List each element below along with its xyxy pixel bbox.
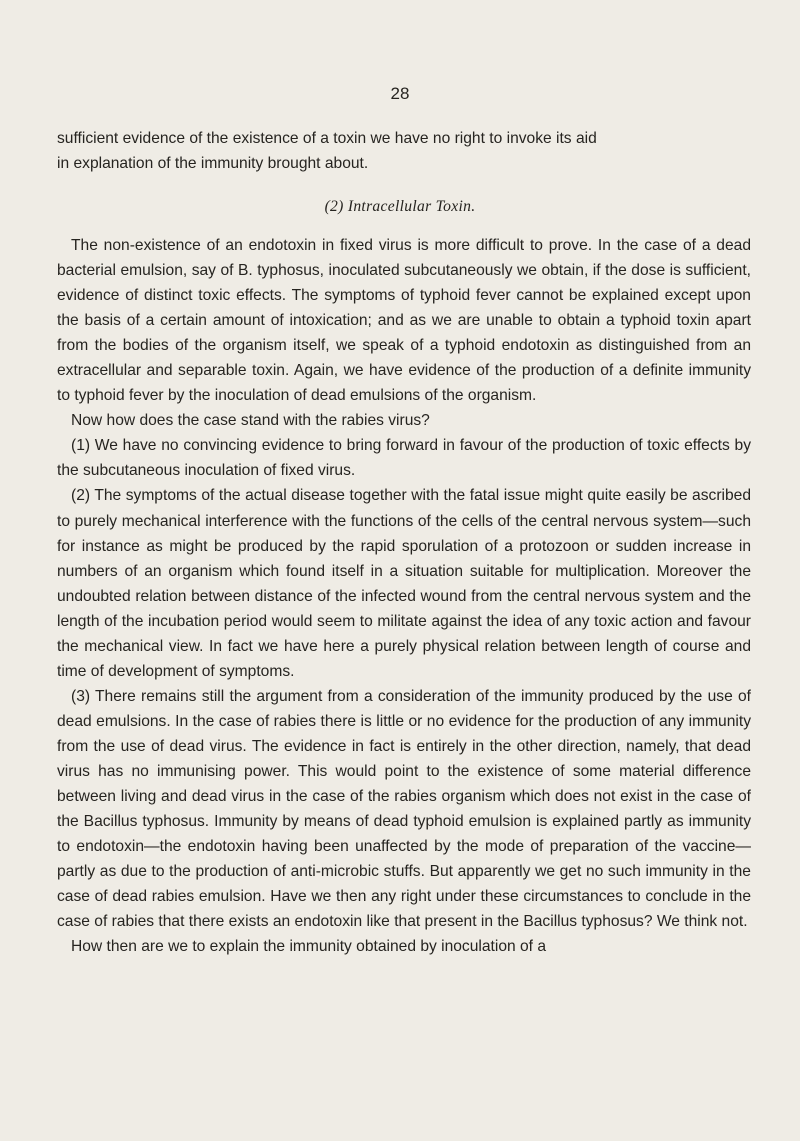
paragraph-point-2: (2) The symptoms of the actual disease together with the fatal issue might quite easily be ascribed to purely mechanical interference with the functions of the cells of the central nervous system—such for instance as might be produced by the rapid sporulation of a protozoon or sudden increase in numbers of an organism which found itself in a situation suitable for multiplication. Moreover the undoubted relation between distance of the infected wound from the central nervous system and the length of the incubation period would seem to militate against the idea of any toxic action and favour the mechanical view. In fact we have here a purely physical relation between length of course and time of development of symptoms. [57, 487, 751, 680]
paragraph-point-1: (1) We have no convincing evidence to bring forward in favour of the production of toxic effects by the subcutaneous inoculation of fixed virus. [57, 437, 751, 480]
intro-line: sufficient evidence of the existence of a toxin we have no right to invoke its aid [57, 130, 597, 147]
paragraph-endotoxin: The non-existence of an endotoxin in fixed virus is more difficult to prove. In the case of a dead bacterial emulsion, say of B. typhosus, inoculated subcutaneously we obtain, if the dose is sufficient, evidence of distinct toxic effects. The symptoms of typhoid fever cannot be explained except upon the basis of a certain amount of intoxication; and as we are unable to obtain a typhoid toxin apart from the bodies of the organism itself, we speak of a typhoid endotoxin as distinguished from an extracellular and separable toxin. Again, we have evidence of the production of a definite immunity to typhoid fever by the inoculation of dead emulsions of the organism. [57, 237, 751, 405]
intro-line: in explanation of the immunity brought about. [57, 155, 369, 173]
paragraph-closing: How then are we to explain the immunity obtained by inoculation of a [71, 938, 547, 956]
paragraph-rabies-question: Now how does the case stand with the rabies virus? [71, 412, 430, 430]
page-number: 28 [390, 84, 410, 103]
intro-text [57, 126, 751, 176]
paragraph-point-3: (3) There remains still the argument from a consideration of the immunity produced by the use of dead emulsions. In the case of rabies there is little or no evidence for the production of any immunity from the use of dead virus. The evidence in fact is entirely in the other direction, namely, that dead virus has no immunising power. This would point to the existence of some material difference between living and dead virus in the case of the rabies organism which does not exist in the case of the Bacillus typhosus. Immunity by means of dead typhoid emulsion is explained partly as immunity to endotoxin—the endotoxin having been unaffected by the mode of preparation of the vaccine—partly as due to the production of anti-microbic stuffs. But apparently we get no such immunity in the case of dead rabies emulsion. Have we then any right under these circumstances to conclude in the case of rabies that there exists an endotoxin like that present in the Bacillus typhosus? We think not. [57, 687, 751, 931]
body-text [57, 233, 751, 959]
section-heading: (2) Intracellular Toxin. [324, 198, 476, 215]
